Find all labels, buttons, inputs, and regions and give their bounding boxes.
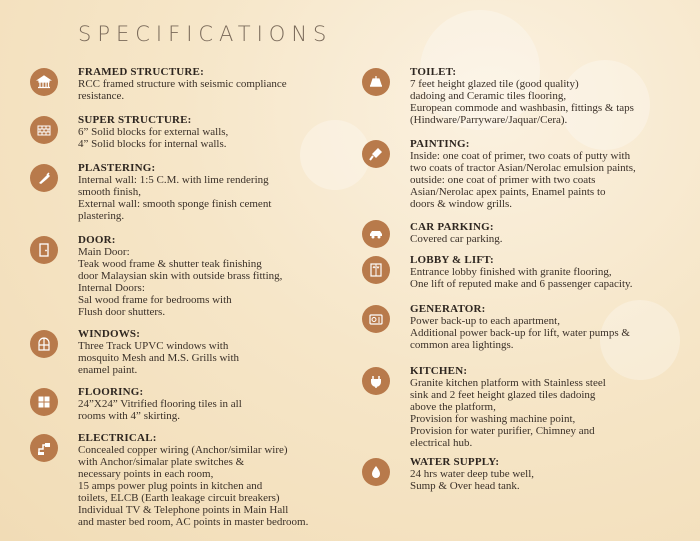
section-text: electrical hub. [410,437,473,449]
section-text: Provision for washing machine point, [410,413,576,425]
section-text: RCC framed structure with seismic compliance [78,78,287,90]
spec-section [30,162,271,222]
water-drop-icon [362,458,390,486]
door-icon [30,236,58,264]
section-heading: LOBBY & LIFT: [410,254,494,266]
spec-section [30,66,287,102]
section-text: doors & window grills. [410,198,513,210]
section-text: smooth finish, [78,186,141,198]
section-text: with Anchor/simalar plate switches & [78,456,245,468]
section-text: necessary points in each room, [78,468,214,480]
section-text: plastering. [78,210,125,222]
section-text: Individual TV & Telephone points in Main Hall [78,504,289,516]
section-text: 24 hrs water deep tube well, [410,468,535,480]
section-text: dadoing and Ceramic tiles flooring, [410,90,567,102]
section-text: Asian/Nerolac apex paints, Enamel paints to [410,186,606,198]
section-heading: CAR PARKING: [410,221,494,233]
section-text: Inside: one coat of primer, two coats of putty with [410,150,631,162]
section-text: 4” Solid blocks for internal walls. [78,138,227,150]
trowel-icon [30,164,58,192]
section-text: Covered car parking. [410,233,503,245]
section-text: Provision for water purifier, Chimney and [410,425,595,437]
section-text: 6” Solid blocks for external walls, [78,126,229,138]
section-heading: FLOORING: [78,386,144,398]
tiles-icon [30,388,58,416]
section-heading: GENERATOR: [410,303,486,315]
section-text: Internal wall: 1:5 C.M. with lime rendering [78,174,269,186]
spec-section [362,456,534,492]
section-text: two coats of tractor Asian/Nerolac emulsion paints, [410,162,636,174]
spec-section [362,365,606,449]
section-text: European commode and washbasin, fittings & taps [410,102,634,114]
section-text: Granite kitchen platform with Stainless steel [410,377,606,389]
section-heading: PLASTERING: [78,162,156,174]
section-text: Main Door: [78,246,130,258]
section-heading: WINDOWS: [78,328,141,340]
section-text: outside: one coat of primer with two coats [410,174,596,186]
section-text: Concealed copper wiring (Anchor/similar wire) [78,444,288,456]
section-text: sink and 2 feet height glazed tiles dadoing [410,389,596,401]
section-text: door Malaysian skin with outside brass fitting, [78,270,283,282]
spec-section [30,114,228,150]
spec-section [362,66,634,126]
section-text: (Hindware/Parryware/Jaquar/Cera). [410,114,568,126]
section-text: Flush door shutters. [78,306,166,318]
spec-section [362,303,630,351]
bokeh-circle [300,120,370,190]
section-text: Entrance lobby finished with granite flooring, [410,266,612,278]
plug-icon [362,367,390,395]
section-heading: KITCHEN: [410,365,468,377]
section-text: Sump & Over head tank. [410,480,520,492]
section-text: mosquito Mesh and M.S. Grills with [78,352,240,364]
section-heading: WATER SUPPLY: [410,456,500,468]
spec-section [362,254,633,290]
section-text: Sal wood frame for bedrooms with [78,294,232,306]
section-text: toilets, ELCB (Earth leakage circuit breakers) [78,492,280,504]
section-text: and master bed room, AC points in master bedroom. [78,516,309,528]
section-text: Power back-up to each apartment, [410,315,560,327]
spec-section [30,234,282,318]
generator-icon [362,305,390,333]
section-heading: ELECTRICAL: [78,432,157,444]
section-text: above the platform, [410,401,496,413]
window-icon [30,330,58,358]
section-text: 24”X24” Vitrified flooring tiles in all [78,398,242,410]
section-heading: DOOR: [78,234,116,246]
section-text: External wall: smooth sponge finish cement [78,198,272,210]
section-text: 15 amps power plug points in kitchen and [78,480,263,492]
spec-section [362,221,503,245]
section-text: Three Track UPVC windows with [78,340,229,352]
spec-section [30,386,242,422]
section-heading: FRAMED STRUCTURE: [78,66,204,78]
section-heading: SUPER STRUCTURE: [78,114,192,126]
section-text: rooms with 4” skirting. [78,410,181,422]
building-icon [30,68,58,96]
section-text: 7 feet height glazed tile (good quality) [410,78,579,90]
elevator-icon [362,256,390,284]
section-heading: TOILET: [410,66,457,78]
wire-icon [30,434,58,462]
brick-wall-icon [30,116,58,144]
page-title: SPECIFICATIONS [78,22,333,46]
section-text: One lift of reputed make and 6 passenger capacity. [410,278,633,290]
section-heading: PAINTING: [410,138,470,150]
section-text: resistance. [78,90,125,102]
spec-section [30,328,239,376]
spec-section [30,432,308,528]
paint-brush-icon [362,140,390,168]
section-text: common area lightings. [410,339,514,351]
section-text: enamel paint. [78,364,138,376]
section-text: Additional power back-up for lift, water pumps & [410,327,630,339]
section-text: Teak wood frame & shutter teak finishing [78,258,262,270]
spec-section [362,138,636,210]
lamp-icon [362,68,390,96]
section-text: Internal Doors: [78,282,145,294]
car-icon [362,220,390,248]
